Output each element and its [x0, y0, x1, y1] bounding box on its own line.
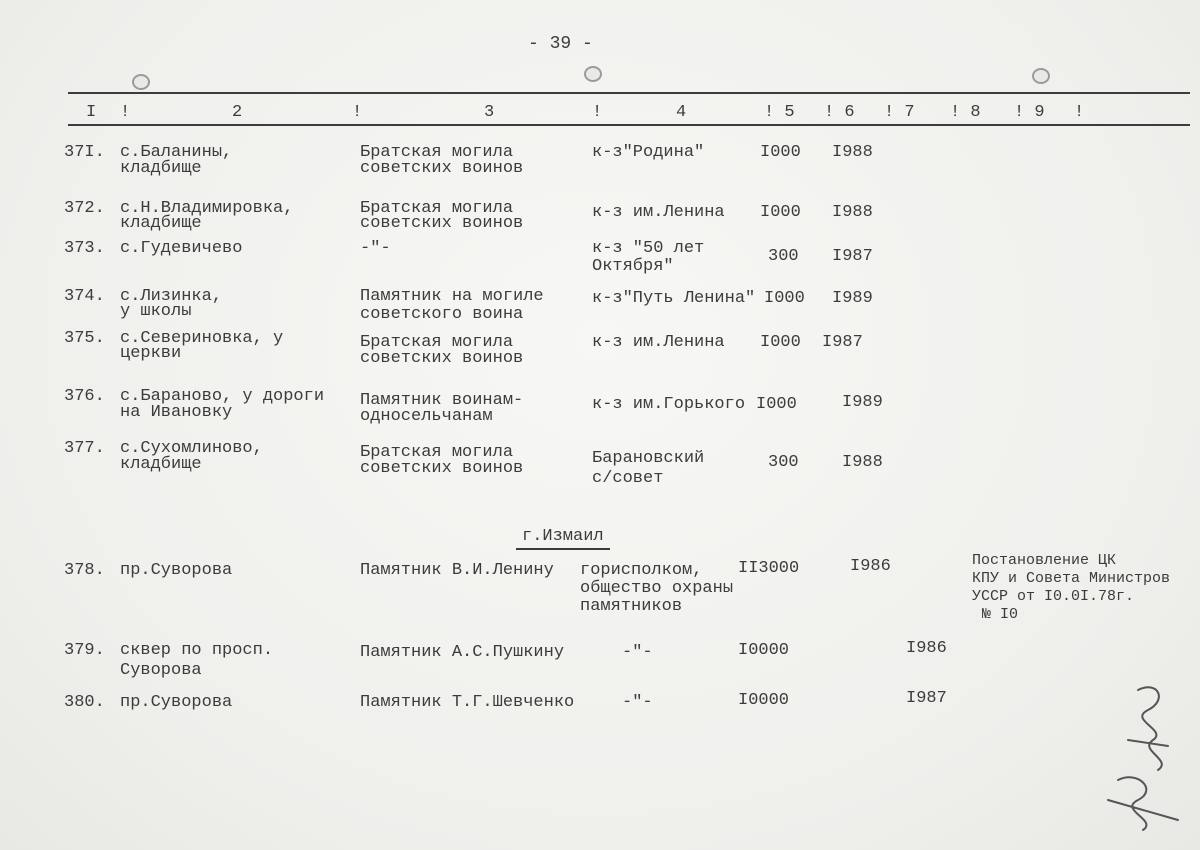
place-line: кладбище — [120, 455, 202, 474]
place-line: с.Лизинка, — [120, 287, 223, 306]
column-header-6: ! 6 — [824, 103, 855, 122]
col7-value: I987 — [906, 689, 947, 708]
object-line: Памятник на могиле — [360, 287, 544, 306]
object-line: Братская могила — [360, 143, 514, 162]
col5-value: 300 — [768, 247, 799, 266]
object-line: Братская могила — [360, 443, 514, 462]
place-line: с.Севериновка, у — [120, 329, 284, 348]
column-separator: ! — [352, 103, 363, 122]
place-line: кладбище — [120, 159, 202, 178]
column-header-5: ! 5 — [764, 103, 795, 122]
place-line: кладбище — [120, 214, 202, 233]
place-line: церкви — [120, 344, 182, 363]
note-line: УССР от I0.0I.78г. — [972, 588, 1135, 605]
column-separator: ! — [592, 103, 603, 122]
object-line: советских воинов — [360, 459, 524, 478]
object-line: советских воинов — [360, 214, 524, 233]
col5-value: I000 — [760, 143, 801, 162]
punch-hole-center — [584, 66, 602, 82]
punch-hole-left — [132, 74, 150, 90]
page-number: - 39 - — [528, 34, 593, 54]
col5-value: I000 — [764, 289, 805, 308]
place-line: с.Сухомлиново, — [120, 439, 263, 458]
col6-value: I986 — [850, 557, 891, 576]
note-line: № I0 — [982, 606, 1019, 623]
section-title: г.Измаил — [516, 528, 610, 550]
row-number: 376. — [64, 387, 105, 406]
place-line: с.Баланины, — [120, 143, 233, 162]
column-header-1: I — [86, 103, 97, 122]
owner-line: горисполком, — [580, 561, 703, 580]
owner-line: Октября" — [592, 257, 674, 276]
column-separator: ! — [1074, 103, 1085, 122]
row-number: 373. — [64, 239, 105, 258]
row-number: 37I. — [64, 143, 105, 162]
place-line: сквер по просп. — [120, 641, 274, 660]
col5-value: 300 — [768, 453, 799, 472]
owner-line: к-з им.Горького — [592, 395, 746, 414]
object-line: Памятник В.И.Ленину — [360, 561, 554, 580]
object-line: Памятник Т.Г.Шевченко — [360, 693, 575, 712]
owner-line: -"- — [622, 693, 653, 712]
col7-value: I986 — [906, 639, 947, 658]
owner-line: к-з "50 лет — [592, 239, 705, 258]
column-header-3: 3 — [484, 103, 495, 122]
row-number: 375. — [64, 329, 105, 348]
col5-value: I000 — [756, 395, 797, 414]
note-line: КПУ и Совета Министров — [972, 570, 1171, 587]
place-line: пр.Суворова — [120, 561, 233, 580]
column-header-7: ! 7 — [884, 103, 915, 122]
row-number: 380. — [64, 693, 105, 712]
column-header-9: ! 9 — [1014, 103, 1045, 122]
object-line: Братская могила — [360, 333, 514, 352]
row-number: 378. — [64, 561, 105, 580]
object-line: односельчанам — [360, 407, 493, 426]
place-line: Суворова — [120, 661, 202, 680]
place-line: пр.Суворова — [120, 693, 233, 712]
col6-value: I987 — [822, 333, 863, 352]
owner-line: к-з"Путь Ленина" — [592, 289, 756, 308]
object-line: Братская могила — [360, 199, 514, 218]
col5-value: I000 — [760, 333, 801, 352]
object-line: Памятник воинам- — [360, 391, 524, 410]
object-line: -"- — [360, 239, 391, 258]
row-number: 374. — [64, 287, 105, 306]
col6-value: I988 — [842, 453, 883, 472]
punch-hole-right — [1032, 68, 1050, 84]
column-header-2: 2 — [232, 103, 243, 122]
col5-value: I0000 — [738, 641, 790, 660]
col5-value: I000 — [760, 203, 801, 222]
column-separator: ! — [120, 103, 131, 122]
owner-line: к-з"Родина" — [592, 143, 705, 162]
place-line: у школы — [120, 302, 192, 321]
column-header-8: ! 8 — [950, 103, 981, 122]
place-line: с.Бараново, у дороги — [120, 387, 325, 406]
handwritten-signature — [1098, 680, 1190, 840]
header-bottom-rule — [68, 124, 1190, 126]
row-number: 372. — [64, 199, 105, 218]
owner-line: к-з им.Ленина — [592, 333, 725, 352]
row-number: 379. — [64, 641, 105, 660]
row-number: 377. — [64, 439, 105, 458]
column-header-4: 4 — [676, 103, 687, 122]
col6-value: I987 — [832, 247, 873, 266]
place-line: с.Н.Владимировка, — [120, 199, 294, 218]
object-line: советских воинов — [360, 349, 524, 368]
owner-line: Барановский — [592, 449, 705, 468]
place-line: с.Гудевичево — [120, 239, 243, 258]
note-line: Постановление ЦК — [972, 552, 1117, 569]
col6-value: I989 — [832, 289, 873, 308]
header-top-rule — [68, 92, 1190, 94]
col5-value: I0000 — [738, 691, 790, 710]
object-line: советских воинов — [360, 159, 524, 178]
owner-line: памятников — [580, 597, 683, 616]
owner-line: общество охраны — [580, 579, 734, 598]
col6-value: I988 — [832, 143, 873, 162]
owner-line: к-з им.Ленина — [592, 203, 725, 222]
owner-line: -"- — [622, 643, 653, 662]
col6-value: I988 — [832, 203, 873, 222]
object-line: Памятник А.С.Пушкину — [360, 643, 565, 662]
place-line: на Ивановку — [120, 403, 233, 422]
object-line: советского воина — [360, 305, 524, 324]
col5-value: II3000 — [738, 559, 800, 578]
col6-value: I989 — [842, 393, 883, 412]
owner-line: с/совет — [592, 469, 664, 488]
